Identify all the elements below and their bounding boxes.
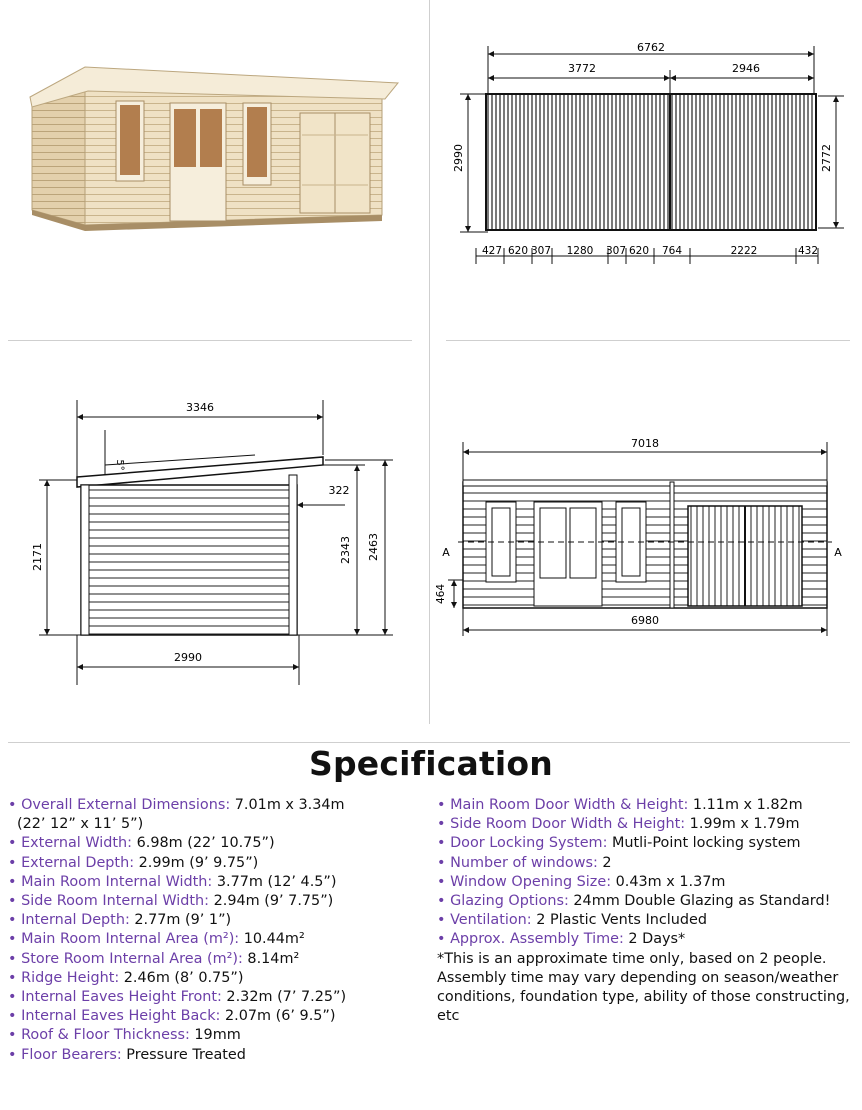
front-sill-dim: 464	[435, 583, 447, 605]
plan-bottom-dim: 427	[481, 245, 503, 257]
spec-item: • External Width: 6.98m (22’ 10.75”)	[8, 835, 275, 852]
spec-list-left	[8, 796, 418, 1065]
spec-item: • Main Room Internal Area (m²): 10.44m²	[8, 931, 305, 948]
plan-bottom-dim: 764	[661, 245, 683, 257]
section-marker-right: A	[834, 546, 842, 559]
divider-spec	[8, 742, 850, 743]
plan-overall-dim: 6762	[637, 41, 665, 54]
spec-item: • Main Room Door Width & Height: 1.11m x 1.82m	[437, 797, 803, 813]
cabin-render-image	[10, 55, 405, 240]
spec-item: • Ventilation: 2 Plastic Vents Included	[437, 912, 708, 929]
side-overhang-dim: 322	[328, 484, 350, 497]
spec-item: • Internal Eaves Height Front: 2.32m (7’ 7.25”)	[8, 989, 347, 1006]
spec-list-right	[437, 796, 855, 1026]
plan-bottom-dims	[482, 245, 818, 257]
plan-bottom-dim: 620	[628, 245, 650, 257]
side-eave-front-dim: 2171	[31, 543, 44, 571]
divider-top-left	[8, 340, 412, 341]
side-elevation-diagram	[25, 395, 410, 695]
side-eave-inner-dim: 2343	[339, 536, 352, 564]
side-ridge-dim: 2463	[367, 533, 380, 561]
assembly-note: *This is an approximate time only, based on 2 people. Assembly time may vary depending on season/weather conditions, foundation type, ability of those constructing, etc	[437, 950, 850, 1025]
spec-item: • Store Room Internal Area (m²): 8.14m²	[8, 950, 300, 967]
spec-item: • Number of windows: 2	[437, 854, 612, 871]
spec-item: • Roof & Floor Thickness: 19mm	[8, 1027, 241, 1044]
spec-item: • Ridge Height: 2.46m (8’ 0.75”)	[8, 969, 244, 986]
spec-item: • Floor Bearers: Pressure Treated	[8, 1046, 246, 1063]
specification-heading: Specification	[309, 744, 553, 783]
spec-item: • Internal Eaves Height Back: 2.07m (6’ 9.5”)	[8, 1008, 336, 1025]
spec-item: • Door Locking System: Mutli-Point locking system	[437, 835, 801, 852]
side-base-dim: 2990	[174, 651, 202, 664]
divider-top-right	[446, 340, 850, 341]
plan-bottom-dim: 620	[507, 245, 529, 257]
spec-item: • Main Room Internal Width: 3.77m (12’ 4.5”)	[8, 873, 337, 890]
spec-item: • Window Opening Size: 0.43m x 1.37m	[437, 873, 726, 890]
plan-bottom-dim: 432	[797, 245, 819, 257]
spec-item: • Side Room Door Width & Height: 1.99m x 1.79m	[437, 816, 800, 833]
front-base-dim: 6980	[631, 614, 659, 627]
section-marker-left: A	[442, 546, 450, 559]
plan-bottom-dim: 1280	[566, 245, 594, 257]
plan-left-room-dim: 3772	[568, 62, 596, 75]
side-width-top-dim: 3346	[186, 401, 214, 414]
plan-bottom-dim: 307	[605, 245, 627, 257]
floor-plan-diagram	[446, 36, 846, 276]
spec-item: • Approx. Assembly Time: 2 Days*	[437, 931, 686, 948]
spec-item: • External Depth: 2.99m (9’ 9.75”)	[8, 854, 259, 871]
spec-item: • Side Room Internal Width: 2.94m (9’ 7.75”)	[8, 893, 334, 910]
plan-bottom-dim: 2222	[730, 245, 758, 257]
side-pitch-label: 5°	[114, 459, 125, 471]
plan-depth-inner-dim: 2772	[820, 144, 833, 172]
spec-item: (22’ 12” x 11’ 5”)	[17, 816, 144, 833]
plan-right-room-dim: 2946	[732, 62, 760, 75]
spec-item: • Glazing Options: 24mm Double Glazing as Standard!	[437, 893, 831, 910]
plan-bottom-dim: 307	[530, 245, 552, 257]
front-elevation-diagram	[430, 430, 850, 640]
front-overall-dim: 7018	[631, 437, 659, 450]
plan-depth-outer-dim: 2990	[452, 144, 465, 172]
spec-item: • Overall External Dimensions: 7.01m x 3.34m	[8, 797, 345, 813]
spec-item: • Internal Depth: 2.77m (9’ 1”)	[8, 912, 232, 929]
